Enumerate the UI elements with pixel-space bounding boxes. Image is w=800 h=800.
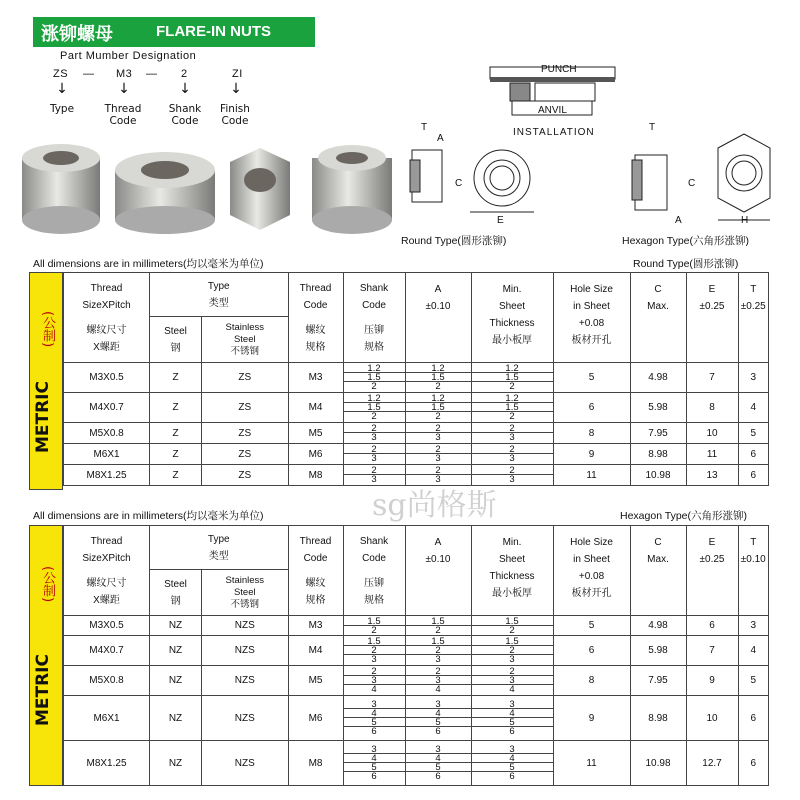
table-row (64, 393, 769, 423)
hex-nut-photo (230, 148, 290, 230)
cell-min-sheet (471, 423, 553, 444)
cell-t: 6 (738, 741, 768, 786)
metric-sidebar-round (29, 272, 63, 490)
cell-a-value: 6 (435, 726, 441, 737)
cell-stainless: ZS (202, 465, 289, 486)
cell-a-value: 2 (435, 624, 441, 636)
cell-a-value: 4 (435, 684, 441, 695)
cell-a (405, 444, 471, 465)
cell-shank-value: 1.5 (344, 637, 405, 646)
cell-shank-value: 4 (344, 709, 405, 718)
table-row (64, 741, 769, 786)
table-row (64, 666, 769, 696)
cell-min-sheet-value: 4 (472, 709, 553, 718)
cell-min-sheet (471, 363, 553, 393)
cell-thread-code: M6 (288, 696, 343, 741)
code-dash-2: — (146, 68, 158, 80)
title-cn: 涨铆螺母 (41, 24, 113, 45)
dim-t-round: T (421, 122, 428, 133)
round-nut-photo-2 (115, 152, 215, 234)
cell-hole: 9 (553, 444, 630, 465)
cell-thread: M4X0.7 (64, 393, 150, 423)
cell-a-value: 3 (406, 700, 471, 709)
cell-a (405, 696, 471, 741)
cell-thread-code: M5 (288, 423, 343, 444)
cell-hole: 8 (553, 666, 630, 696)
cell-min-sheet (471, 616, 553, 636)
cell-min-sheet-value: 1.5 (472, 637, 553, 646)
cell-min-sheet (471, 393, 553, 423)
cell-stainless: NZS (202, 636, 289, 666)
cell-min-sheet-value: 1.5 (472, 373, 553, 382)
cell-c: 5.98 (630, 393, 686, 423)
cell-shank-value: 1.5 (344, 373, 405, 382)
code-finish: ZI (232, 68, 243, 80)
hdr-shank: Shank Code 压铆 规格 (343, 526, 405, 616)
cell-a-value: 3 (406, 745, 471, 754)
cell-thread-code: M4 (288, 393, 343, 423)
cell-steel: NZ (150, 696, 202, 741)
cell-thread-code: M3 (288, 363, 343, 393)
cell-a-value: 5 (406, 718, 471, 727)
cell-shank (343, 666, 405, 696)
cell-shank-value: 6 (371, 726, 377, 737)
hdr-steel: Steel 钢 (150, 570, 202, 616)
code-shank: 2 (181, 68, 188, 80)
cell-t: 3 (738, 363, 768, 393)
label-type: Type (49, 103, 75, 115)
cell-thread: M3X0.5 (64, 616, 150, 636)
hdr-c: C Max. (630, 273, 686, 363)
dim-t-hex: T (649, 122, 656, 133)
label-thread-code: Thread Code (104, 103, 142, 127)
code-dash-1: — (83, 68, 95, 80)
cell-t: 5 (738, 666, 768, 696)
cell-min-sheet-value: 1.2 (472, 364, 553, 373)
cell-t: 6 (738, 444, 768, 465)
hex-caption: Hexagon Type(六角形涨铆) (622, 235, 750, 247)
table-row (64, 636, 769, 666)
cell-shank-value: 2 (371, 624, 377, 636)
table-row (64, 363, 769, 393)
label-finish-code: Finish Code (220, 103, 250, 127)
cell-c: 8.98 (630, 444, 686, 465)
cell-stainless: NZS (202, 741, 289, 786)
cell-thread: M3X0.5 (64, 363, 150, 393)
code-type: ZS (53, 68, 69, 80)
cell-stainless: ZS (202, 393, 289, 423)
cell-a (405, 423, 471, 444)
cell-a-value: 3 (435, 654, 441, 665)
cell-thread: M5X0.8 (64, 666, 150, 696)
cell-e: 12.7 (686, 741, 738, 786)
cell-min-sheet-value: 3 (472, 676, 553, 685)
cell-thread: M8X1.25 (64, 465, 150, 486)
cell-steel: NZ (150, 616, 202, 636)
cell-shank (343, 636, 405, 666)
designation-title: Part Mumber Designation (60, 50, 197, 62)
cell-e: 10 (686, 423, 738, 444)
cell-a-value: 4 (406, 709, 471, 718)
cell-min-sheet (471, 444, 553, 465)
cell-thread: M6X1 (64, 696, 150, 741)
cell-min-sheet-value: 3 (472, 745, 553, 754)
cell-shank-value: 2 (371, 381, 377, 392)
dimension-drawings (400, 120, 800, 230)
cell-a (405, 363, 471, 393)
cell-thread-code: M6 (288, 444, 343, 465)
cell-a-value: 2 (435, 411, 441, 422)
hdr-stainless: Stainless Steel 不锈钢 (202, 570, 289, 616)
dim-h-hex: H (741, 215, 749, 226)
hdr-a: A ±0.10 (405, 526, 471, 616)
hdr-e: E ±0.25 (686, 273, 738, 363)
cell-shank-value: 3 (371, 474, 377, 485)
cell-stainless: NZS (202, 616, 289, 636)
round-caption: Round Type(圆形涨铆) (401, 235, 507, 247)
cell-thread-code: M8 (288, 465, 343, 486)
cell-min-sheet-value: 2 (472, 445, 553, 454)
cell-min-sheet-value: 3 (472, 700, 553, 709)
metric-label: METRIC (33, 381, 53, 454)
cell-min-sheet-value: 4 (509, 684, 515, 695)
metric-cn-label: (公制) (40, 311, 55, 348)
cell-thread-code: M5 (288, 666, 343, 696)
cell-shank (343, 423, 405, 444)
hdr-thread-code: Thread Code 螺纹 规格 (288, 526, 343, 616)
hdr-type: Type 类型 (150, 526, 289, 570)
cell-a-value: 1.5 (406, 403, 471, 412)
cell-shank-value: 2 (344, 424, 405, 433)
cell-min-sheet-value: 6 (509, 771, 515, 782)
table-row (64, 616, 769, 636)
hex-units-note: All dimensions are in millimeters(均以毫米为单位) (33, 510, 264, 522)
table-row (64, 696, 769, 741)
cell-a-value: 2 (406, 667, 471, 676)
cell-shank (343, 363, 405, 393)
cell-steel: NZ (150, 666, 202, 696)
hdr-a: A ±0.10 (405, 273, 471, 363)
cell-min-sheet-value: 3 (509, 474, 515, 485)
arrow-down-icon: ↓ (56, 81, 68, 97)
cell-min-sheet-value: 2 (472, 646, 553, 655)
cell-shank-value: 4 (371, 684, 377, 695)
cell-e: 10 (686, 696, 738, 741)
arrow-down-icon: ↓ (230, 81, 242, 97)
cell-min-sheet-value: 2 (472, 667, 553, 676)
hdr-steel: Steel 钢 (150, 317, 202, 363)
installation-label: INSTALLATION (513, 127, 595, 138)
hex-spec-table (63, 525, 769, 786)
cell-thread-code: M8 (288, 741, 343, 786)
cell-shank-value: 3 (344, 676, 405, 685)
cell-c: 10.98 (630, 741, 686, 786)
cell-hole: 6 (553, 393, 630, 423)
cell-a-value: 1.5 (406, 617, 471, 626)
table-row (64, 423, 769, 444)
cell-min-sheet-value: 2 (509, 411, 515, 422)
cell-shank-value: 1.5 (344, 403, 405, 412)
cell-e: 11 (686, 444, 738, 465)
cell-min-sheet-value: 3 (509, 432, 515, 443)
cell-min-sheet (471, 741, 553, 786)
cell-thread-code: M4 (288, 636, 343, 666)
hdr-t: T ±0.25 (738, 273, 768, 363)
cell-steel: Z (150, 444, 202, 465)
cell-e: 8 (686, 393, 738, 423)
hdr-e: E ±0.25 (686, 526, 738, 616)
cell-t: 4 (738, 636, 768, 666)
cell-shank-value: 3 (371, 654, 377, 665)
dim-c-hex: C (688, 178, 696, 189)
cell-hole: 5 (553, 363, 630, 393)
product-photos (20, 140, 400, 240)
cell-min-sheet (471, 636, 553, 666)
round-units-note: All dimensions are in millimeters(均以毫米为单位) (33, 258, 264, 270)
cell-t: 4 (738, 393, 768, 423)
cell-shank-value: 2 (344, 646, 405, 655)
hdr-thread: Thread SizeXPitch 螺纹尺寸 X螺距 (64, 273, 150, 363)
cell-e: 13 (686, 465, 738, 486)
cell-a-value: 6 (435, 771, 441, 782)
cell-a (405, 393, 471, 423)
cell-thread: M6X1 (64, 444, 150, 465)
cell-steel: Z (150, 423, 202, 444)
cell-a-value: 1.2 (406, 364, 471, 373)
cell-shank-value: 4 (344, 754, 405, 763)
metric-cn-label: (公制) (40, 566, 55, 603)
cell-hole: 11 (553, 465, 630, 486)
hdr-hole: Hole Size in Sheet +0.08 板材开孔 (553, 526, 630, 616)
cell-thread: M5X0.8 (64, 423, 150, 444)
cell-shank-value: 2 (344, 466, 405, 475)
cell-t: 5 (738, 423, 768, 444)
cell-a-value: 3 (435, 432, 441, 443)
cell-c: 7.95 (630, 666, 686, 696)
cell-min-sheet (471, 666, 553, 696)
cell-stainless: NZS (202, 696, 289, 741)
cell-stainless: ZS (202, 363, 289, 393)
cell-steel: Z (150, 465, 202, 486)
cell-t: 6 (738, 696, 768, 741)
cell-steel: NZ (150, 636, 202, 666)
cell-a-value: 2 (406, 424, 471, 433)
cell-min-sheet-value: 2 (472, 424, 553, 433)
watermark: sg尚格斯 (372, 488, 497, 523)
cell-shank-value: 3 (344, 745, 405, 754)
cell-a (405, 741, 471, 786)
round-type-note: Round Type(圆形涨铆) (633, 258, 739, 270)
hdr-thread: Thread SizeXPitch 螺纹尺寸 X螺距 (64, 526, 150, 616)
cell-shank-value: 5 (344, 763, 405, 772)
cell-c: 5.98 (630, 636, 686, 666)
cell-min-sheet-value: 3 (509, 453, 515, 464)
hdr-shank: Shank Code 压铆 规格 (343, 273, 405, 363)
hex-type-note: Hexagon Type(六角形涨铆) (620, 510, 748, 522)
cell-a-value: 2 (435, 381, 441, 392)
hdr-min-sheet: Min. Sheet Thickness 最小板厚 (471, 273, 553, 363)
cell-stainless: ZS (202, 423, 289, 444)
cell-min-sheet-value: 1.5 (472, 617, 553, 626)
hdr-stainless: Stainless Steel 不锈钢 (202, 317, 289, 363)
cell-shank (343, 696, 405, 741)
cell-a-value: 3 (435, 474, 441, 485)
cell-t: 3 (738, 616, 768, 636)
cell-shank (343, 393, 405, 423)
cell-a-value: 5 (406, 763, 471, 772)
cell-shank-value: 1.2 (344, 364, 405, 373)
cell-min-sheet-value: 2 (509, 381, 515, 392)
cell-e: 7 (686, 363, 738, 393)
cell-a-value: 1.5 (406, 373, 471, 382)
cell-e: 6 (686, 616, 738, 636)
cell-hole: 11 (553, 741, 630, 786)
hdr-thread-code: Thread Code 螺纹 规格 (288, 273, 343, 363)
title-en: FLARE-IN NUTS (156, 23, 271, 40)
cell-c: 8.98 (630, 696, 686, 741)
cell-min-sheet-value: 2 (472, 466, 553, 475)
cell-min-sheet-value: 1.2 (472, 394, 553, 403)
round-nut-photo-1 (22, 144, 100, 234)
hex-nut-photo-2 (312, 145, 392, 234)
cell-shank-value: 2 (371, 411, 377, 422)
cell-a-value: 2 (406, 445, 471, 454)
table-row (64, 444, 769, 465)
cell-c: 7.95 (630, 423, 686, 444)
cell-steel: NZ (150, 741, 202, 786)
cell-min-sheet-value: 4 (472, 754, 553, 763)
cell-min-sheet-value: 5 (472, 763, 553, 772)
metric-label: METRIC (33, 654, 53, 727)
cell-a (405, 636, 471, 666)
dim-a-hex: A (675, 215, 682, 226)
cell-a-value: 4 (406, 754, 471, 763)
cell-a-value: 2 (406, 646, 471, 655)
round-spec-table (63, 272, 769, 486)
cell-min-sheet (471, 696, 553, 741)
arrow-down-icon: ↓ (118, 81, 130, 97)
cell-min-sheet-value: 2 (509, 624, 515, 636)
cell-hole: 8 (553, 423, 630, 444)
cell-a-value: 1.5 (406, 637, 471, 646)
cell-shank (343, 616, 405, 636)
cell-shank-value: 3 (344, 700, 405, 709)
cell-c: 4.98 (630, 616, 686, 636)
cell-min-sheet-value: 3 (509, 654, 515, 665)
cell-shank-value: 2 (344, 445, 405, 454)
hdr-min-sheet: Min. Sheet Thickness 最小板厚 (471, 526, 553, 616)
cell-stainless: ZS (202, 444, 289, 465)
cell-a-value: 1.2 (406, 394, 471, 403)
metric-sidebar-hex (29, 525, 63, 786)
cell-e: 7 (686, 636, 738, 666)
cell-a-value: 3 (406, 676, 471, 685)
hdr-hole: Hole Size in Sheet +0.08 板材开孔 (553, 273, 630, 363)
arrow-down-icon: ↓ (179, 81, 191, 97)
dim-c-round: C (455, 178, 463, 189)
cell-hole: 5 (553, 616, 630, 636)
cell-t: 6 (738, 465, 768, 486)
cell-c: 4.98 (630, 363, 686, 393)
cell-thread: M8X1.25 (64, 741, 150, 786)
hdr-c: C Max. (630, 526, 686, 616)
dim-a-round: A (437, 133, 444, 144)
cell-steel: Z (150, 363, 202, 393)
hdr-t: T ±0.10 (738, 526, 768, 616)
cell-shank-value: 2 (344, 667, 405, 676)
cell-shank-value: 6 (371, 771, 377, 782)
cell-shank-value: 1.5 (344, 617, 405, 626)
cell-a (405, 616, 471, 636)
cell-shank-value: 5 (344, 718, 405, 727)
cell-hole: 9 (553, 696, 630, 741)
cell-c: 10.98 (630, 465, 686, 486)
cell-steel: Z (150, 393, 202, 423)
cell-shank (343, 741, 405, 786)
cell-thread: M4X0.7 (64, 636, 150, 666)
hdr-type: Type 类型 (150, 273, 289, 317)
cell-shank-value: 3 (371, 432, 377, 443)
punch-label: PUNCH (541, 64, 577, 75)
cell-shank (343, 444, 405, 465)
label-shank-code: Shank Code (168, 103, 202, 127)
cell-a-value: 2 (406, 466, 471, 475)
cell-a (405, 666, 471, 696)
cell-min-sheet-value: 1.5 (472, 403, 553, 412)
cell-thread-code: M3 (288, 616, 343, 636)
cell-shank-value: 1.2 (344, 394, 405, 403)
code-thread: M3 (116, 68, 133, 80)
cell-stainless: NZS (202, 666, 289, 696)
title-banner (33, 17, 315, 47)
cell-min-sheet-value: 6 (509, 726, 515, 737)
cell-min-sheet-value: 5 (472, 718, 553, 727)
cell-a-value: 3 (435, 453, 441, 464)
cell-hole: 6 (553, 636, 630, 666)
anvil-label: ANVIL (538, 105, 567, 116)
cell-e: 9 (686, 666, 738, 696)
dim-e-round: E (497, 215, 504, 226)
cell-shank-value: 3 (371, 453, 377, 464)
